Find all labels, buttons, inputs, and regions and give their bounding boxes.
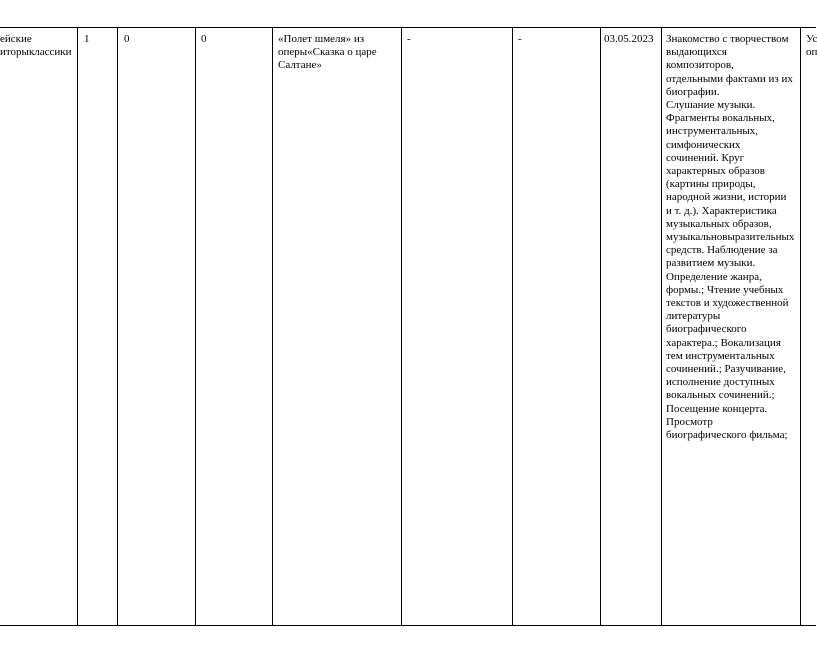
column-divider [195,27,196,625]
column-divider [600,27,601,625]
cell-hours-control: 0 [124,33,130,45]
cell-hours-total: 1 [84,33,90,45]
cell-col-7: - [518,33,522,45]
column-divider [512,27,513,625]
column-divider [800,27,801,625]
table-bottom-border [0,625,816,626]
cell-activities: Знакомство с творчеством выдающихся композиторов, отдельными фактами из их биографии. Слушание музыки. Фрагменты вокальных, инструментальных, симфонических сочинений. Круг характерных образов (картины природы, народной жизни, истории и т. д.). Характеристика музыкальных образов, музыкальновыразительных средств. Наблюдение за развитием музыки. Определение жанра, формы.; Чтение учебных текстов и художественной литературы биографического характера.; Вокализация тем инструментальных сочинений.; Разучивание, исполнение доступных вокальных сочинений.; Посещение концерта. Просмотр биографического фильма; [666,33,795,442]
column-divider [661,27,662,625]
cell-hours-practice: 0 [201,33,207,45]
cell-last-column: Ус оп [806,33,817,59]
column-divider [117,27,118,625]
column-divider [77,27,78,625]
column-divider [401,27,402,625]
cell-col-6: - [407,33,411,45]
column-divider [272,27,273,625]
cell-repertoire: «Полет шмеля» из оперы«Сказка о царе Салтане» [278,33,377,72]
cell-date: 03.05.2023 [604,33,654,45]
cell-topic-name: ейские иторыклассики [0,33,72,59]
table-top-border [0,27,816,28]
